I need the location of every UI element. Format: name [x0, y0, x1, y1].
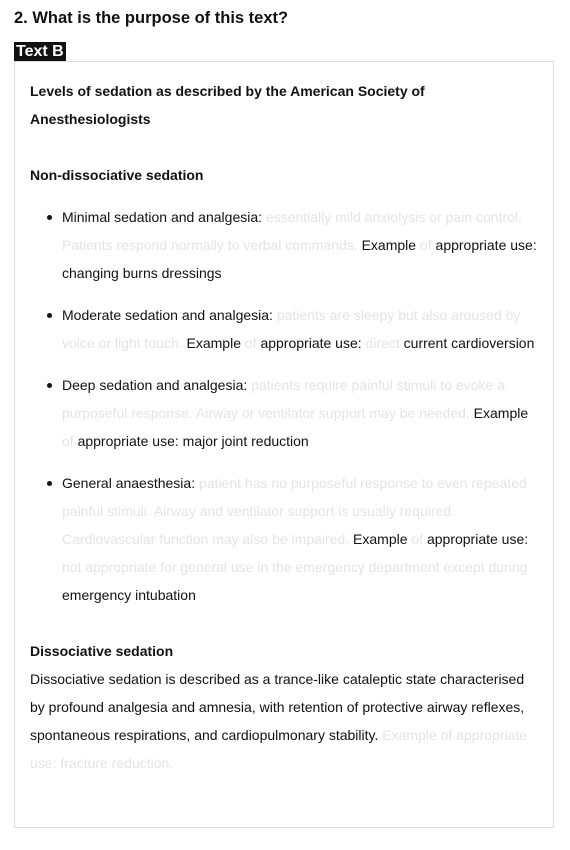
item-of-word: of — [407, 531, 427, 547]
item-use-prefix: appropriate use: — [260, 335, 366, 351]
page — [14, 8, 554, 828]
item-hidden-use: direct — [365, 335, 400, 351]
item-hidden-description: patients are sleepy but also aroused by voice or light touch. — [62, 307, 521, 351]
item-example-word: Example — [349, 531, 408, 547]
item-use-prefix: appropriate use: — [435, 237, 537, 253]
item-of-word: of — [416, 237, 436, 253]
list-item — [30, 301, 538, 357]
item-label: Moderate sedation and analgesia: — [62, 307, 273, 323]
item-of-word: of — [240, 335, 261, 351]
item-label: General anaesthesia: — [62, 475, 196, 491]
list-item — [30, 203, 538, 287]
non-dissociative-heading: Non-dissociative sedation — [30, 167, 204, 183]
item-label: Deep sedation and analgesia: — [62, 377, 248, 393]
item-example-word: Example — [469, 405, 529, 421]
item-hidden-description: essentially mild anxiolysis or pain control. Patients respond normally to verbal commands. — [62, 209, 522, 253]
question-heading: 2. What is the purpose of this text? — [14, 9, 289, 27]
dissociative-text: Dissociative sedation is described as a trance-like cataleptic state characterised by profound analgesia and amnesia, with retention of protective airway reflexes, spontaneous respirations, and cardiopulmonary stability. — [30, 671, 525, 743]
item-of-word: of — [62, 433, 78, 449]
item-use-text: emergency intubation — [62, 587, 196, 603]
item-hidden-description: patient has no purposeful response to even repeated painful stimuli. Airway and ventilator support is usually required. Cardiovascular function may also be impaired. — [62, 475, 527, 547]
dissociative-heading: Dissociative sedation — [30, 643, 174, 659]
item-use-prefix: appropriate use: — [426, 531, 529, 547]
dissociative-hidden-text: Example of appropriate use: fracture reduction. — [30, 727, 528, 771]
item-use-text: major joint reduction — [182, 433, 309, 449]
list-item — [30, 371, 538, 455]
text-label: Text B — [16, 43, 64, 60]
item-use-text: changing burns dressings — [62, 265, 222, 281]
sedation-levels-list — [30, 203, 538, 609]
item-use-prefix: appropriate use: — [77, 433, 183, 449]
item-label: Minimal sedation and analgesia: — [62, 209, 263, 225]
item-hidden-description: patients require painful stimuli to evoke a purposeful response. Airway or ventilator support may be needed. — [62, 377, 505, 421]
item-hidden-use: not appropriate for general use in the emergency department except during — [62, 559, 528, 575]
item-use-text: current cardioversion — [399, 335, 535, 351]
list-item — [30, 469, 538, 609]
item-example-word: Example — [182, 335, 241, 351]
text-card — [14, 61, 554, 828]
card-title: Levels of sedation as described by the American Society of Anesthesiologists — [30, 83, 425, 127]
dissociative-paragraph — [30, 665, 538, 777]
item-example-word: Example — [357, 237, 417, 253]
